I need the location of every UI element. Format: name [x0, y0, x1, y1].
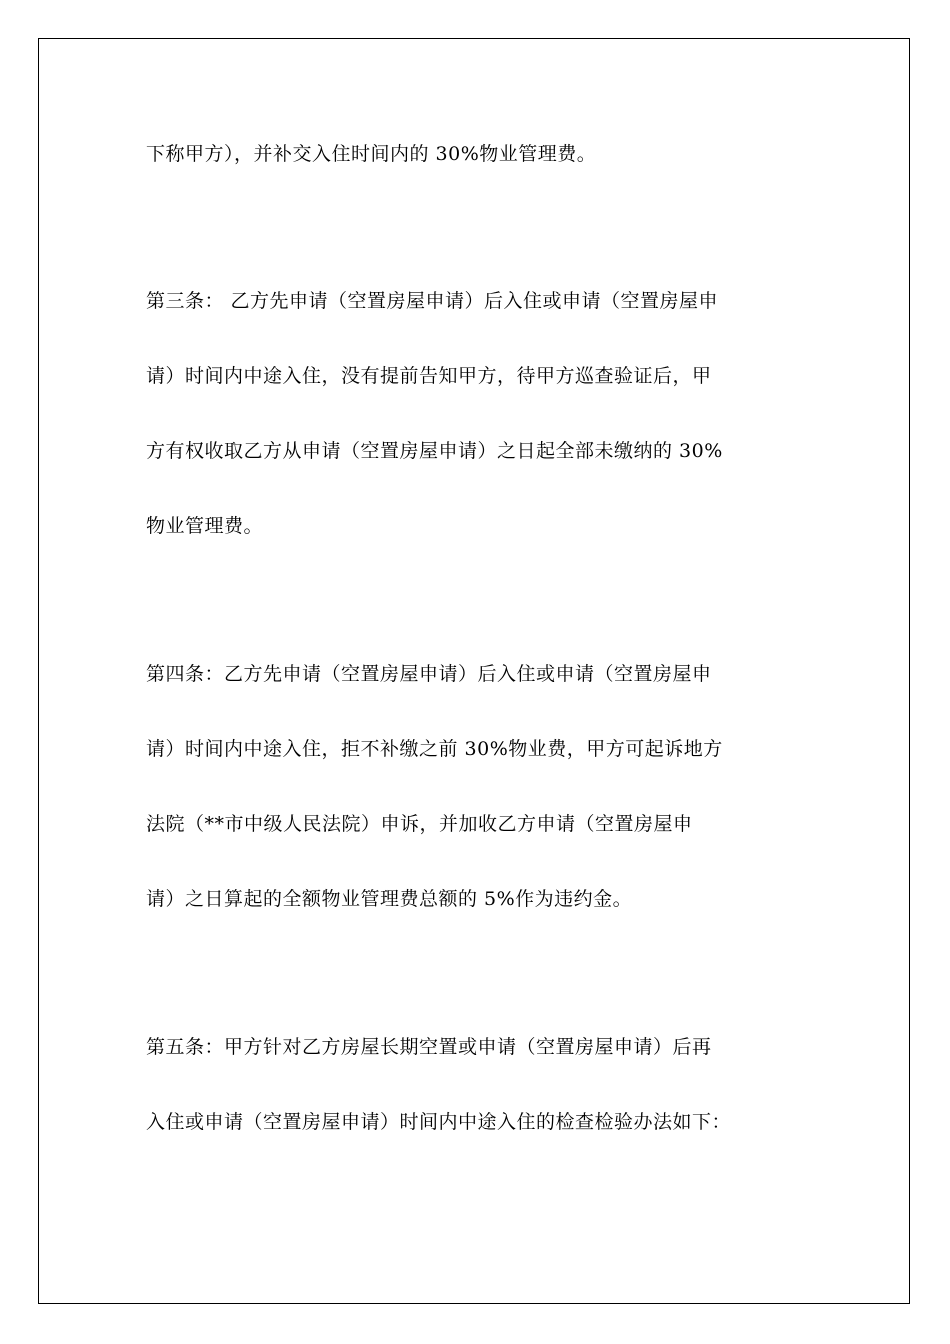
- article-5-line-2: 入住或申请（空置房屋申请）时间内中途入住的检查检验办法如下：: [146, 1111, 732, 1133]
- article-3-line-1: 第三条： 乙方先申请（空置房屋申请）后入住或申请（空置房屋申: [146, 290, 719, 312]
- article-4-line-2: 请）时间内中途入住，拒不补缴之前 30%物业费，甲方可起诉地方: [146, 738, 723, 760]
- article-3-line-3: 方有权收取乙方从申请（空置房屋申请）之日起全部未缴纳的 30%: [146, 440, 723, 462]
- article-4-line-1: 第四条：乙方先申请（空置房屋申请）后入住或申请（空置房屋申: [146, 663, 712, 685]
- article-4-line-4: 请）之日算起的全额物业管理费总额的 5%作为违约金。: [146, 888, 633, 910]
- article-3-line-4: 物业管理费。: [146, 515, 264, 537]
- article-5-line-1: 第五条：甲方针对乙方房屋长期空置或申请（空置房屋申请）后再: [146, 1036, 712, 1058]
- article-3-line-2: 请）时间内中途入住，没有提前告知甲方，待甲方巡查验证后，甲: [146, 365, 712, 387]
- continuation-line-1: 下称甲方），并补交入住时间内的 30%物业管理费。: [146, 143, 597, 165]
- article-4-line-3: 法院（**市中级人民法院）申诉，并加收乙方申请（空置房屋申: [146, 813, 693, 835]
